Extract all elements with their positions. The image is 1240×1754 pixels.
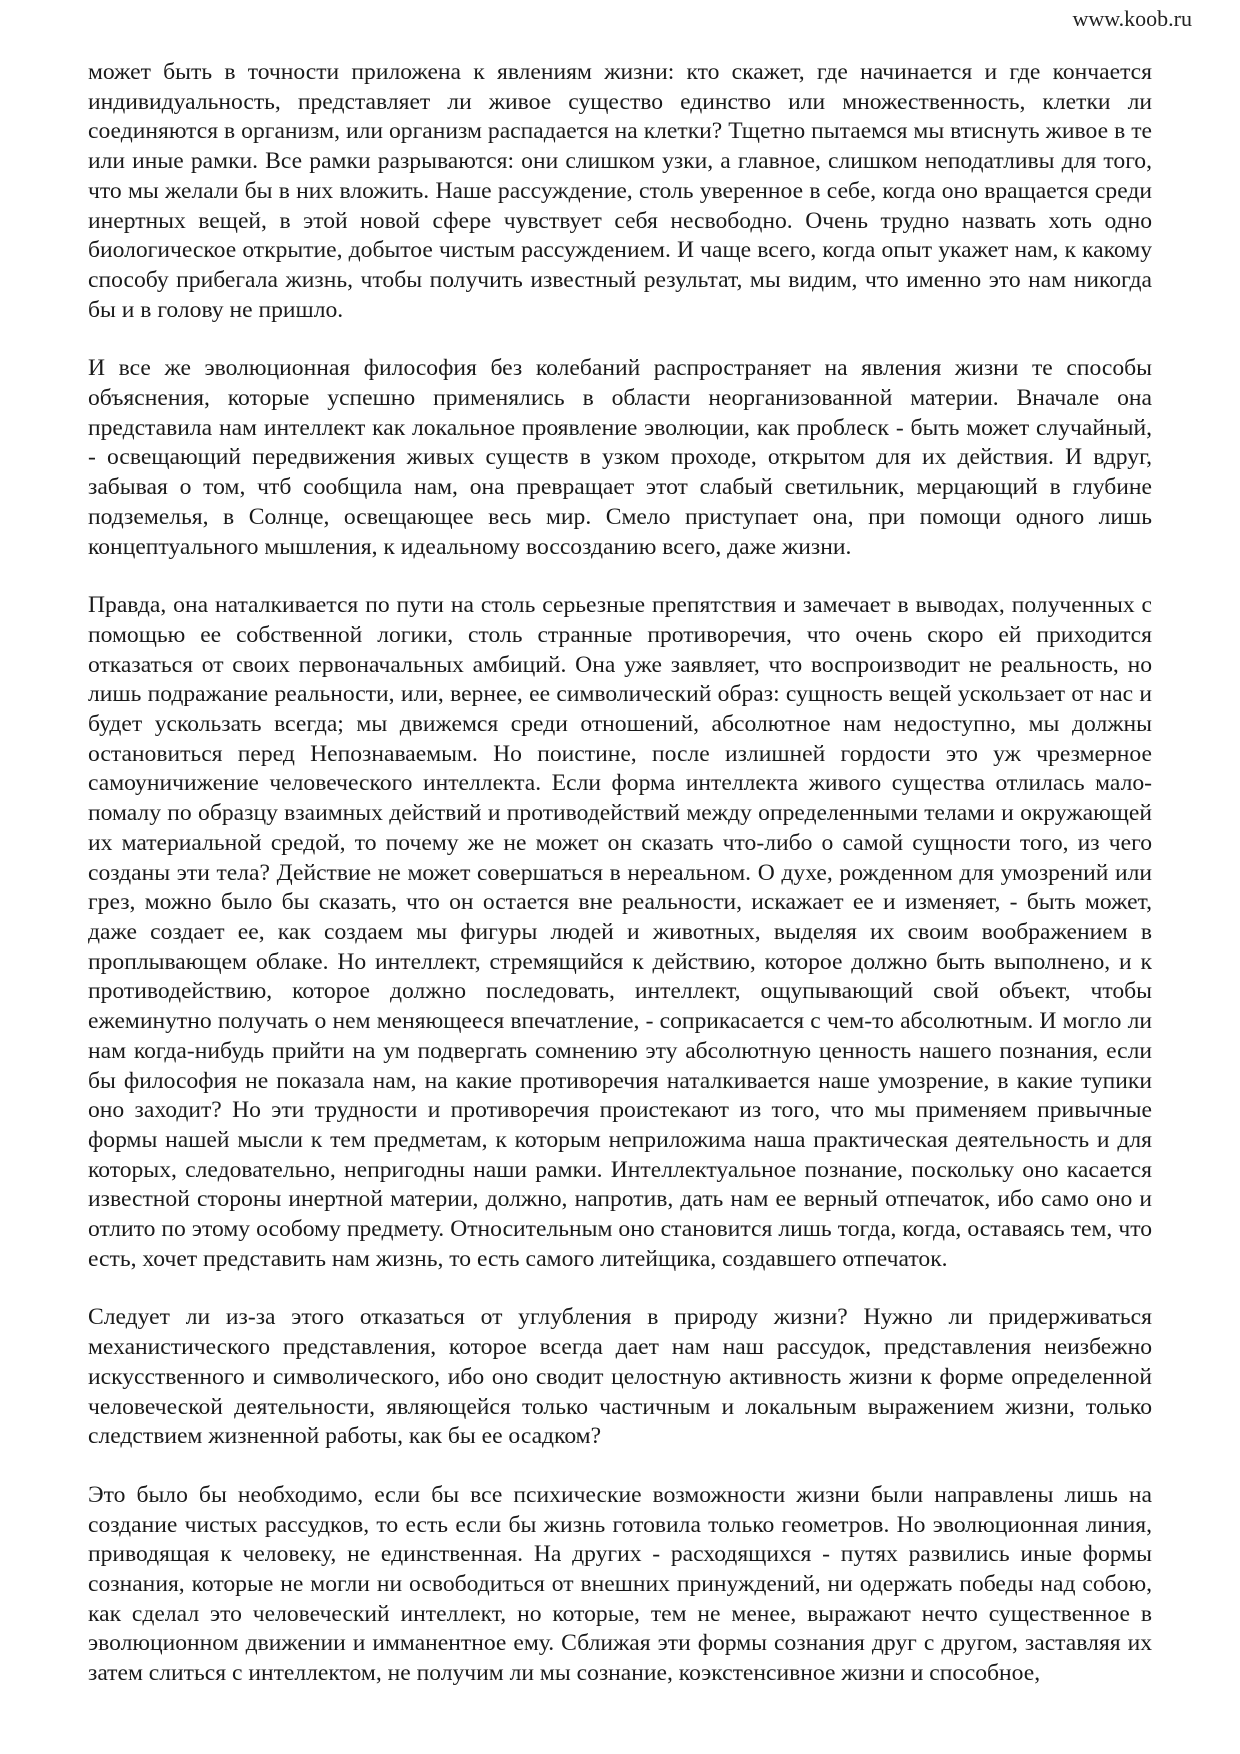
site-url[interactable]: www.koob.ru bbox=[1072, 6, 1192, 31]
paragraph-5: Это было бы необходимо, если бы все психические возможности жизни были направлены лишь на создание чистых рассудков, то есть если бы жизнь готовила только геометров. Но эволюционная линия, приводящая к человеку, не единственная. На других - расходящихся - путях развились иные формы сознания, которые не могли ни освободиться от внешних принуждений, ни одержать победы над собою, как сделал это человеческий интеллект, но которые, тем не менее, выражают нечто существенное в эволюционном движении и имманентное ему. Сближая эти формы сознания друг с другом, заставляя их затем слиться с интеллектом, не получим ли мы сознание, коэкстенсивное жизни и способное, bbox=[88, 1481, 1152, 1687]
page-content bbox=[88, 58, 1152, 1689]
paragraph-4: Следует ли из-за этого отказаться от углубления в природу жизни? Нужно ли придерживаться механистического представления, которое всегда дает нам наш рассудок, представления неизбежно искусственного и символического, ибо оно сводит целостную активность жизни к форме определенной человеческой деятельности, являющейся только частичным и локальным выражением жизни, только следствием жизненной работы, как бы ее осадком? bbox=[88, 1304, 1152, 1450]
paragraph-1: может быть в точности приложена к явлениям жизни: кто скажет, где начинается и где кончается индивидуальность, представляет ли живое существо единство или множественность, клетки ли соединяются в организм, или организм распадается на клетки? Тщетно пытаемся мы втиснуть живое в те или иные рамки. Все рамки разрываются: они слишком узки, а главное, слишком неподатливы для того, что мы желали бы в них вложить. Наше рассуждение, столь уверенное в себе, когда оно вращается среди инертных вещей, в этой новой сфере чувствует себя несвободно. Очень трудно назвать хоть одно биологическое открытие, добытое чистым рассуждением. И чаще всего, когда опыт укажет нам, к какому способу прибегала жизнь, чтобы получить известный результат, мы видим, что именно это нам никогда бы и в голову не пришло. bbox=[88, 59, 1152, 323]
paragraph-3: Правда, она наталкивается по пути на столь серьезные препятствия и замечает в выводах, полученных с помощью ее собственной логики, столь странные противоречия, что очень скоро ей приходится отказаться от своих первоначальных амбиций. Она уже заявляет, что воспроизводит не реальность, но лишь подражание реальности, или, вернее, ее символический образ: сущность вещей ускользает от нас и будет ускользать всегда; мы движемся среди отношений, абсолютное нам недоступно, мы должны остановиться перед Непознаваемым. Но поистине, после излишней гордости это уж чрезмерное самоуничижение человеческого интеллекта. Если форма интеллекта живого существа отлилась мало-помалу по образцу взаимных действий и противодействий между определенными телами и окружающей их материальной средой, то почему же не может он сказать что-либо о самой сущности того, из чего созданы эти тела? Действие не может совершаться в нереальном. О духе, рожденном для умозрений или грез, можно было бы сказать, что он остается вне реальности, искажает ее и изменяет, - быть может, даже создает ее, как создаем мы фигуры людей и животных, выделяя их своим воображением в проплывающем облаке. Но интеллект, стремящийся к действию, которое должно быть выполнено, и к противодействию, которое должно последовать, интеллект, ощупывающий свой объект, чтобы ежеминутно получать о нем меняющееся впечатление, - соприкасается с чем-то абсолютным. И могло ли нам когда-нибудь прийти на ум подвергать сомнению эту абсолютную ценность нашего познания, если бы философия не показала нам, на какие противоречия наталкивается наше умозрение, в какие тупики оно заходит? Но эти трудности и противоречия проистекают из того, что мы применяем привычные формы нашей мысли к тем предметам, к которым неприложима наша практическая деятельность и для которых, следовательно, непригодны наши рамки. Интеллектуальное познание, поскольку оно касается известной стороны инертной материи, должно, напротив, дать нам ее верный отпечаток, ибо само оно и отлито по этому особому предмету. Относительным оно становится лишь тогда, когда, оставаясь тем, что есть, хочет представить нам жизнь, то есть самого литейщика, создавшего отпечаток. bbox=[88, 592, 1152, 1272]
paragraph-2: И все же эволюционная философия без колебаний распространяет на явления жизни те способы объяснения, которые успешно применялись в области неорганизованной материи. Вначале она представила нам интеллект как локальное проявление эволюции, как проблеск - быть может случайный, - освещающий передвижения живых существ в узком проходе, открытом для их действия. И вдруг, забывая о том, чтб сообщила нам, она превращает этот слабый светильник, мерцающий в глубине подземелья, в Солнце, освещающее весь мир. Смело приступает она, при помощи одного лишь концептуального мышления, к идеальному воссозданию всего, даже жизни. bbox=[88, 355, 1152, 560]
